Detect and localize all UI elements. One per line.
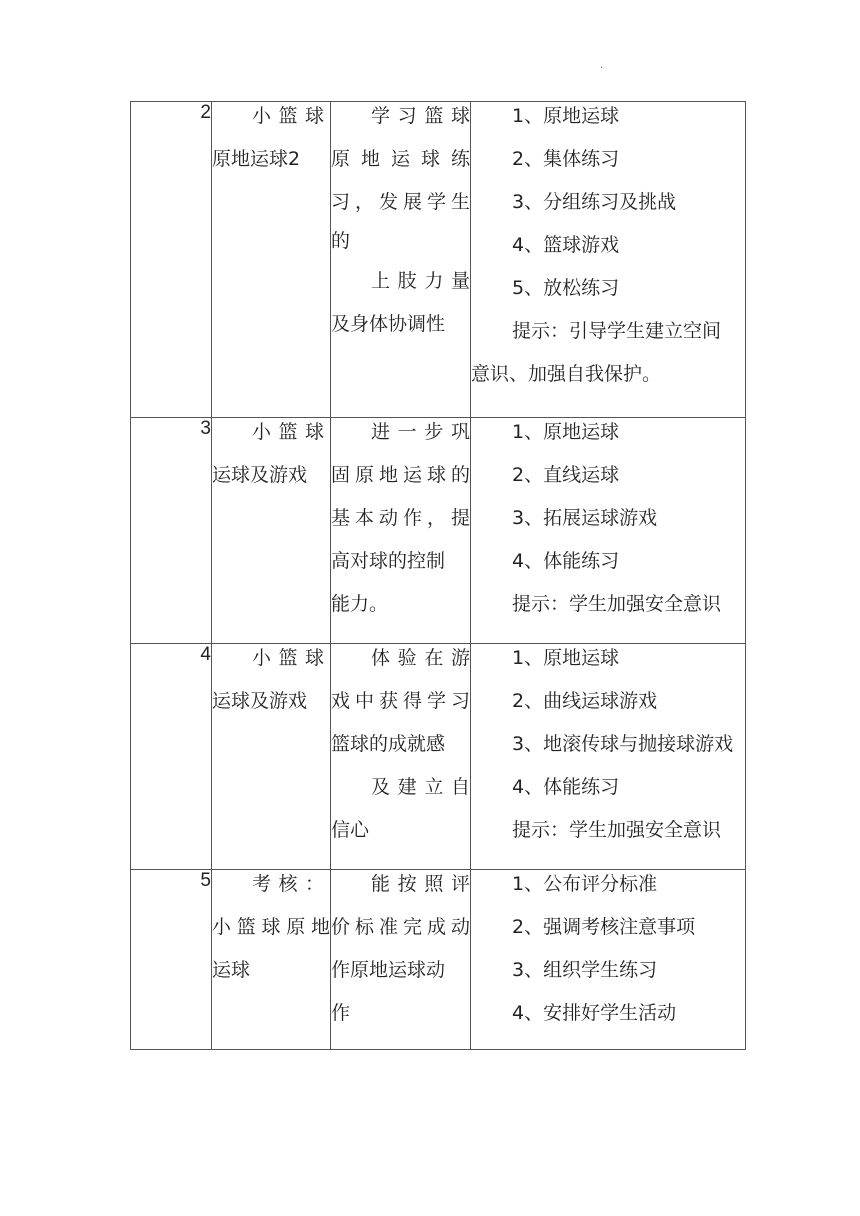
lesson-title xyxy=(212,870,331,1050)
hint-text: 提示：引导学生建立空间 xyxy=(512,320,722,342)
goal-line: 体验在游 xyxy=(371,647,470,669)
title-line: 运球 xyxy=(212,959,251,981)
lesson-title xyxy=(212,644,331,870)
goal-line: 上肢力量 xyxy=(371,270,470,292)
goal-line: 进一步巩 xyxy=(371,421,470,443)
lesson-goal xyxy=(331,102,471,418)
content-item: 4、篮球游戏 xyxy=(512,234,620,256)
goal-line: 的 xyxy=(331,231,351,252)
lesson-goal xyxy=(331,644,471,870)
table-row xyxy=(131,644,746,870)
hint-text: 意识、加强自我保护。 xyxy=(471,363,662,385)
lesson-goal xyxy=(331,418,471,644)
content-item: 2、强调考核注意事项 xyxy=(512,916,696,938)
content-item: 3、组织学生练习 xyxy=(512,959,658,981)
content-item: 1、公布评分标准 xyxy=(512,873,658,895)
goal-line: 高对球的控制 xyxy=(331,550,446,572)
lesson-number: 2 xyxy=(131,102,212,418)
goal-line: 固原地运球的 xyxy=(331,464,470,486)
goal-line: 信心 xyxy=(331,819,370,841)
goal-line: 及身体协调性 xyxy=(331,313,446,335)
goal-line: 价标准完成动 xyxy=(331,916,470,938)
hint-text: 提示：学生加强安全意识 xyxy=(512,819,722,841)
content-item: 2、曲线运球游戏 xyxy=(512,690,658,712)
content-item: 2、直线运球 xyxy=(512,464,620,486)
goal-line: 作原地运球动 xyxy=(331,959,446,981)
lesson-content xyxy=(471,418,746,644)
lesson-content xyxy=(471,870,746,1050)
goal-line: 原地运球练 xyxy=(331,148,470,170)
content-item: 3、拓展运球游戏 xyxy=(512,507,658,529)
content-item: 1、原地运球 xyxy=(512,421,620,443)
goal-line: 及建立自 xyxy=(371,776,470,798)
title-line: 小篮球 xyxy=(252,421,324,443)
title-line: 小篮球原地 xyxy=(212,916,330,938)
lesson-number: 5 xyxy=(131,870,212,1050)
lesson-number: 3 xyxy=(131,418,212,644)
title-line: 原地运球2 xyxy=(212,148,301,170)
title-line: 运球及游戏 xyxy=(212,464,308,486)
lesson-number: 4 xyxy=(131,644,212,870)
table-row xyxy=(131,102,746,418)
lesson-plan-table xyxy=(130,101,746,1050)
lesson-goal xyxy=(331,870,471,1050)
goal-line: 基本动作，提 xyxy=(331,507,470,529)
content-item: 5、放松练习 xyxy=(512,277,620,299)
goal-line: 能按照评 xyxy=(371,873,470,895)
goal-line: 能力。 xyxy=(331,593,389,615)
title-line: 考核： xyxy=(252,873,324,895)
content-item: 3、地滚传球与抛接球游戏 xyxy=(512,733,734,755)
title-line: 小篮球 xyxy=(252,105,324,127)
content-item: 4、安排好学生活动 xyxy=(512,1002,677,1024)
content-item: 4、体能练习 xyxy=(512,776,620,798)
goal-line: 篮球的成就感 xyxy=(331,733,446,755)
content-item: 2、集体练习 xyxy=(512,148,620,170)
goal-line: 习，发展学生 xyxy=(331,191,470,213)
lesson-title xyxy=(212,418,331,644)
lesson-content xyxy=(471,102,746,418)
table-row xyxy=(131,870,746,1050)
table-row xyxy=(131,418,746,644)
title-line: 小篮球 xyxy=(252,647,324,669)
content-item: 4、体能练习 xyxy=(512,550,620,572)
content-item: 1、原地运球 xyxy=(512,105,620,127)
goal-line: 戏中获得学习 xyxy=(331,690,470,712)
hint-text: 提示：学生加强安全意识 xyxy=(512,593,722,615)
goal-line: 学习篮球 xyxy=(371,105,470,127)
lesson-title xyxy=(212,102,331,418)
content-item: 3、分组练习及挑战 xyxy=(512,191,677,213)
lesson-content xyxy=(471,644,746,870)
page-mark: . xyxy=(600,60,604,71)
title-line: 运球及游戏 xyxy=(212,690,308,712)
content-item: 1、原地运球 xyxy=(512,647,620,669)
goal-line: 作 xyxy=(331,1002,351,1024)
